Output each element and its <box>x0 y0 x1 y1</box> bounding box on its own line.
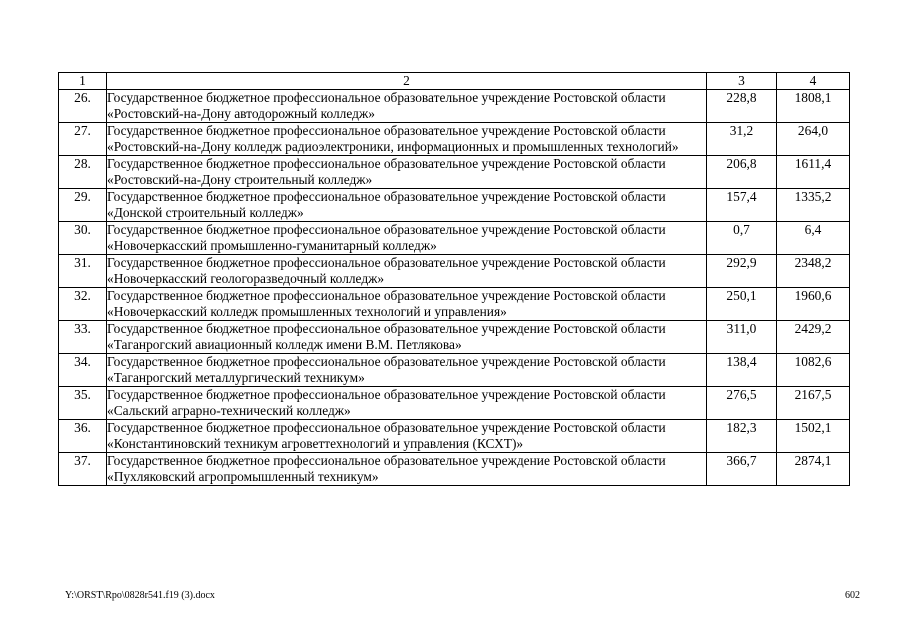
table-row <box>59 288 850 321</box>
institution-name: Государственное бюджетное профессиональное образовательное учреждение Ростовской области «Ростовский-на-Дону колледж радиоэлектроники, информационных и промышленных технологий» <box>107 123 707 156</box>
institution-name: Государственное бюджетное профессиональное образовательное учреждение Ростовской области «Донской строительный колледж» <box>107 189 707 222</box>
institution-name: Государственное бюджетное профессиональное образовательное учреждение Ростовской области «Пухляковский агропромышленный техникум» <box>107 453 707 486</box>
table-row <box>59 420 850 453</box>
row-number: 30. <box>59 222 107 255</box>
table-row <box>59 90 850 123</box>
institution-name: Государственное бюджетное профессиональное образовательное учреждение Ростовской области «Сальский аграрно-технический колледж» <box>107 387 707 420</box>
value-col-4: 1808,1 <box>777 90 850 123</box>
table-row <box>59 321 850 354</box>
data-table <box>58 72 850 486</box>
value-col-4: 1082,6 <box>777 354 850 387</box>
table-row <box>59 354 850 387</box>
value-col-3: 228,8 <box>707 90 777 123</box>
table-header-row <box>59 73 850 90</box>
row-number: 37. <box>59 453 107 486</box>
value-col-4: 2348,2 <box>777 255 850 288</box>
institution-name: Государственное бюджетное профессиональное образовательное учреждение Ростовской области «Константиновский техникум агроветтехнологий и управления (КСХТ)» <box>107 420 707 453</box>
row-number: 29. <box>59 189 107 222</box>
value-col-4: 2429,2 <box>777 321 850 354</box>
row-number: 36. <box>59 420 107 453</box>
value-col-3: 0,7 <box>707 222 777 255</box>
institution-name: Государственное бюджетное профессиональное образовательное учреждение Ростовской области «Таганрогский металлургический техникум» <box>107 354 707 387</box>
table-row <box>59 189 850 222</box>
row-number: 35. <box>59 387 107 420</box>
value-col-3: 366,7 <box>707 453 777 486</box>
column-header-4: 4 <box>777 73 850 90</box>
value-col-3: 31,2 <box>707 123 777 156</box>
institution-name: Государственное бюджетное профессиональное образовательное учреждение Ростовской области «Новочеркасский геологоразведочный колледж» <box>107 255 707 288</box>
value-col-3: 276,5 <box>707 387 777 420</box>
value-col-4: 1335,2 <box>777 189 850 222</box>
value-col-3: 182,3 <box>707 420 777 453</box>
table-row <box>59 123 850 156</box>
value-col-4: 2167,5 <box>777 387 850 420</box>
value-col-3: 138,4 <box>707 354 777 387</box>
value-col-4: 6,4 <box>777 222 850 255</box>
value-col-4: 1960,6 <box>777 288 850 321</box>
row-number: 26. <box>59 90 107 123</box>
row-number: 27. <box>59 123 107 156</box>
value-col-3: 311,0 <box>707 321 777 354</box>
value-col-3: 292,9 <box>707 255 777 288</box>
institution-name: Государственное бюджетное профессиональное образовательное учреждение Ростовской области «Ростовский-на-Дону строительный колледж» <box>107 156 707 189</box>
value-col-4: 264,0 <box>777 123 850 156</box>
table-row <box>59 255 850 288</box>
column-header-1: 1 <box>59 73 107 90</box>
value-col-4: 2874,1 <box>777 453 850 486</box>
page-number: 602 <box>845 590 860 601</box>
table-row <box>59 222 850 255</box>
value-col-4: 1502,1 <box>777 420 850 453</box>
value-col-3: 157,4 <box>707 189 777 222</box>
value-col-4: 1611,4 <box>777 156 850 189</box>
column-header-2: 2 <box>107 73 707 90</box>
table-row <box>59 156 850 189</box>
row-number: 32. <box>59 288 107 321</box>
value-col-3: 250,1 <box>707 288 777 321</box>
table-row <box>59 387 850 420</box>
row-number: 28. <box>59 156 107 189</box>
value-col-3: 206,8 <box>707 156 777 189</box>
institution-name: Государственное бюджетное профессиональное образовательное учреждение Ростовской области «Таганрогский авиационный колледж имени В.М. Петлякова» <box>107 321 707 354</box>
row-number: 34. <box>59 354 107 387</box>
row-number: 33. <box>59 321 107 354</box>
table-row <box>59 453 850 486</box>
institution-name: Государственное бюджетное профессиональное образовательное учреждение Ростовской области «Новочеркасский колледж промышленных технологий и управления» <box>107 288 707 321</box>
footer-file-path: Y:\ORST\Rpo\0828r541.f19 (3).docx <box>65 590 215 601</box>
institution-name: Государственное бюджетное профессиональное образовательное учреждение Ростовской области «Новочеркасский промышленно-гуманитарный колледж» <box>107 222 707 255</box>
institution-name: Государственное бюджетное профессиональное образовательное учреждение Ростовской области «Ростовский-на-Дону автодорожный колледж» <box>107 90 707 123</box>
column-header-3: 3 <box>707 73 777 90</box>
row-number: 31. <box>59 255 107 288</box>
